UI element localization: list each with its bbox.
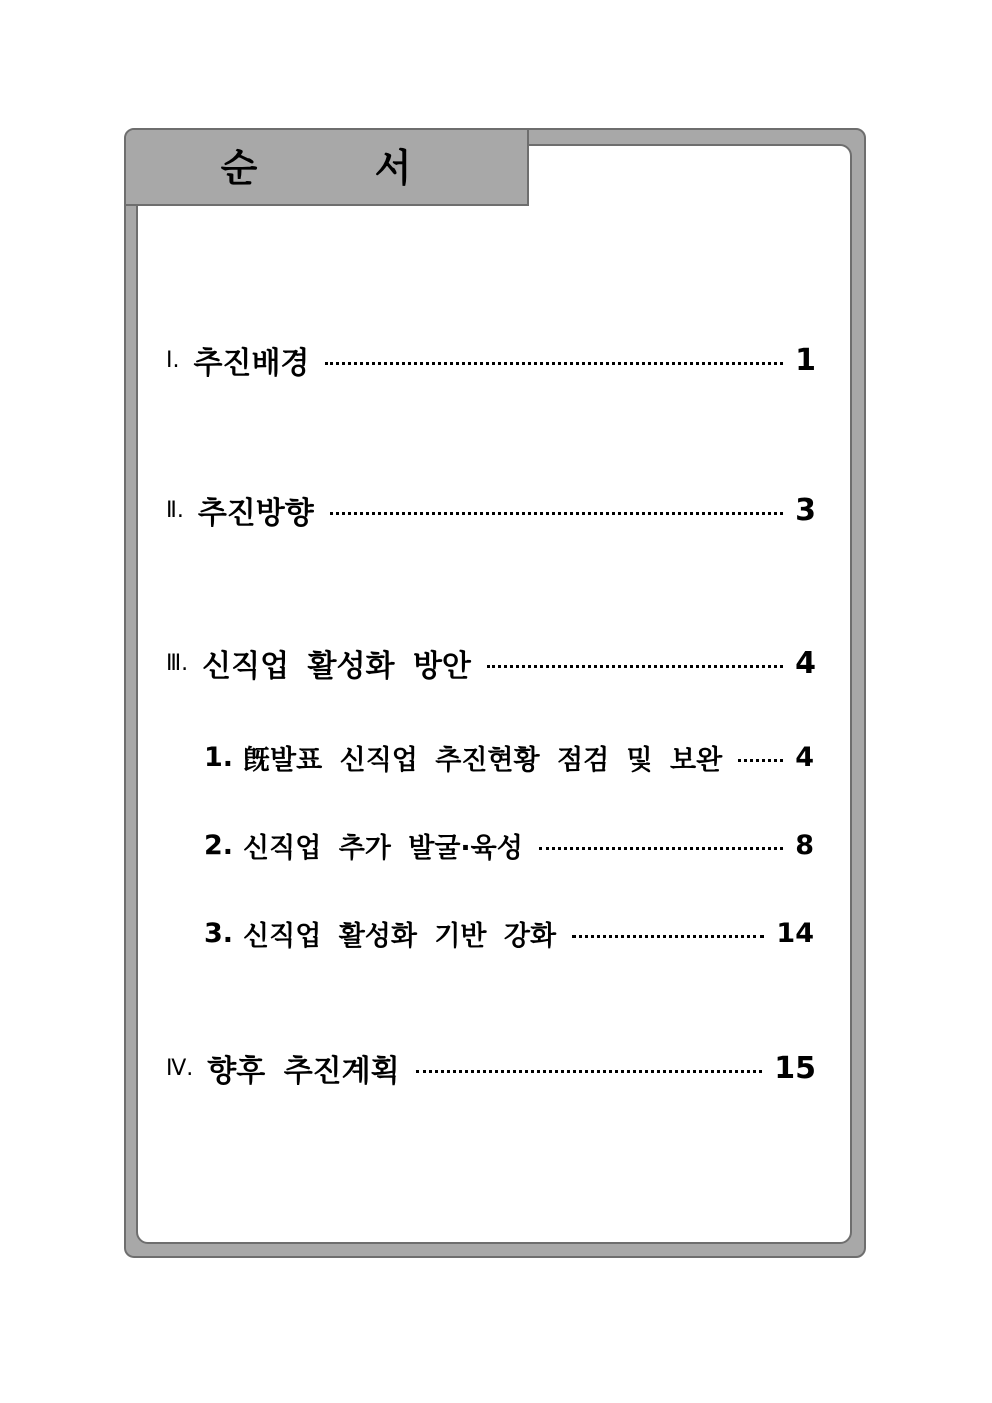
toc-item-label: 신직업 활성화 기반 강화 (243, 920, 557, 952)
toc-item-number: 3. (204, 917, 234, 949)
leader-dots (416, 1070, 763, 1073)
toc-item-page: 8 (795, 829, 814, 861)
leader-dots (539, 847, 783, 850)
toc-item-2[interactable] (166, 490, 816, 530)
toc-item-number: Ⅲ. (166, 650, 189, 676)
leader-dots (330, 512, 783, 515)
toc-item-page: 14 (776, 917, 814, 949)
toc-item-number: 1. (204, 741, 234, 773)
leader-dots (738, 759, 783, 762)
toc-item-page: 4 (795, 741, 814, 773)
toc-item-1[interactable] (166, 340, 816, 380)
toc-item-number: Ⅰ. (166, 347, 180, 373)
toc-item-3[interactable] (166, 643, 816, 683)
leader-dots (487, 665, 783, 668)
leader-dots (325, 362, 783, 365)
toc-subitem-2[interactable] (204, 826, 814, 864)
toc-item-page: 4 (795, 645, 816, 681)
toc-item-number: Ⅳ. (166, 1055, 194, 1081)
toc-item-4[interactable] (166, 1048, 816, 1088)
leader-dots (572, 935, 764, 938)
toc-item-page: 1 (795, 342, 816, 378)
toc-item-page: 15 (774, 1050, 816, 1086)
toc-item-label: 신직업 활성화 방안 (202, 649, 471, 684)
toc-item-label: 旣발표 신직업 추진현황 점검 및 보완 (243, 744, 723, 776)
toc-subitem-1[interactable] (204, 738, 814, 776)
toc-item-label: 추진배경 (193, 346, 310, 381)
toc-item-label: 향후 추진계획 (207, 1054, 400, 1089)
title-tab (126, 130, 529, 206)
toc-item-number: Ⅱ. (166, 497, 184, 523)
toc-item-page: 3 (795, 492, 816, 528)
toc-item-label: 추진방향 (197, 496, 314, 531)
toc-subitem-3[interactable] (204, 914, 814, 952)
toc-item-label: 신직업 추가 발굴·육성 (243, 832, 523, 864)
page-title: 순 서 (220, 146, 464, 190)
toc-item-number: 2. (204, 829, 234, 861)
